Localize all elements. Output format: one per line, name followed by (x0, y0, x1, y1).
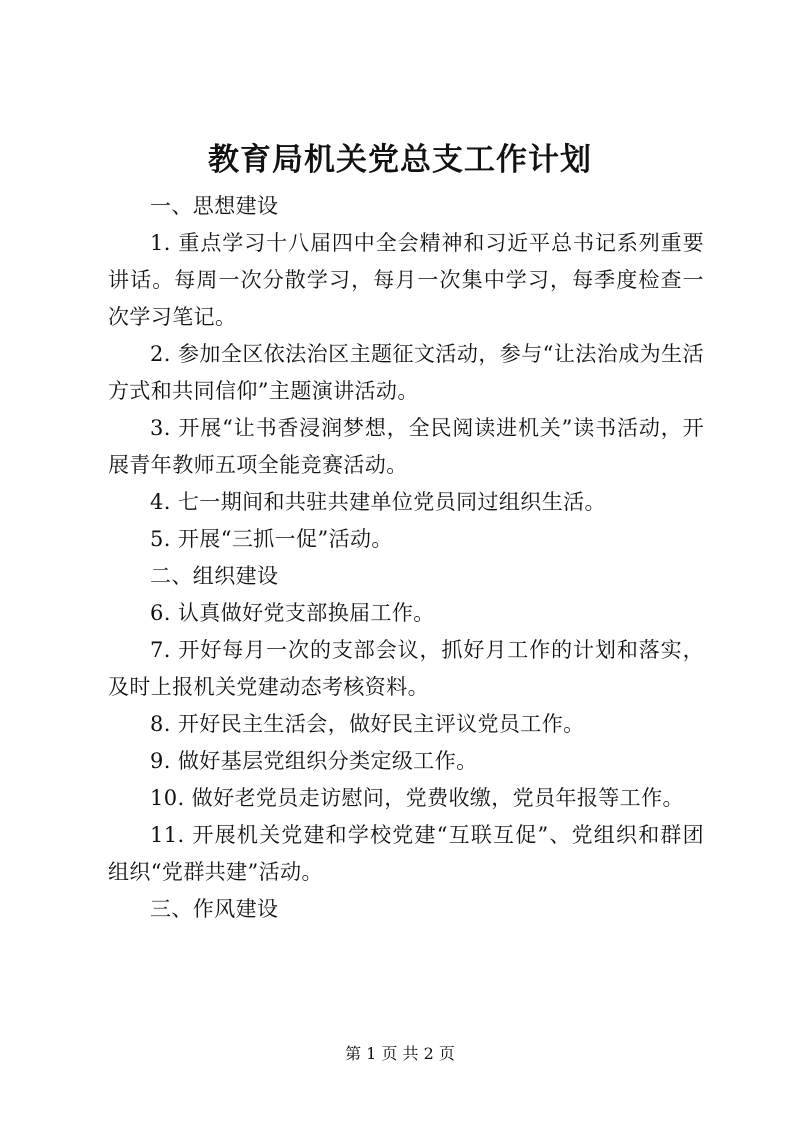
document-title: 教育局机关党总支工作计划 (208, 142, 592, 178)
paragraph-item-9: 9. 做好基层党组织分类定级工作。 (150, 749, 478, 773)
section-heading-organization: 二、组织建设 (150, 564, 279, 588)
paragraph-item-5: 5. 开展“三抓一促”活动。 (150, 527, 393, 551)
page-number-footer: 第 1 页 共 2 页 (345, 1044, 455, 1063)
paragraph-item-4: 4. 七一期间和共驻共建单位党员同过组织生活。 (150, 490, 606, 514)
section-heading-thought: 一、思想建设 (150, 194, 279, 218)
document-body (108, 188, 704, 928)
paragraph-item-10: 10. 做好老党员走访慰问，党费收缴，党员年报等工作。 (150, 786, 684, 810)
paragraph-item-8: 8. 开好民主生活会，做好民主评议党员工作。 (150, 712, 585, 736)
paragraph-item-6: 6. 认真做好党支部换届工作。 (150, 601, 435, 625)
paragraph-item-1: 1. 重点学习十八届四中全会精神和习近平总书记系列重要讲话。每周一次分散学习，每月一次集中学习，每季度检查一次学习笔记。 (108, 231, 704, 329)
paragraph-item-2: 2. 参加全区依法治区主题征文活动，参与“让法治成为生活方式和共同信仰”主题演讲活动。 (108, 342, 704, 403)
paragraph-item-3: 3. 开展“让书香浸润梦想，全民阅读进机关”读书活动，开展青年教师五项全能竞赛活动。 (108, 416, 704, 477)
paragraph-item-11: 11. 开展机关党建和学校党建“互联互促”、党组织和群团组织“党群共建”活动。 (108, 823, 704, 884)
section-heading-style: 三、作风建设 (150, 897, 279, 921)
paragraph-item-7: 7. 开好每月一次的支部会议，抓好月工作的计划和落实，及时上报机关党建动态考核资料。 (108, 638, 704, 699)
